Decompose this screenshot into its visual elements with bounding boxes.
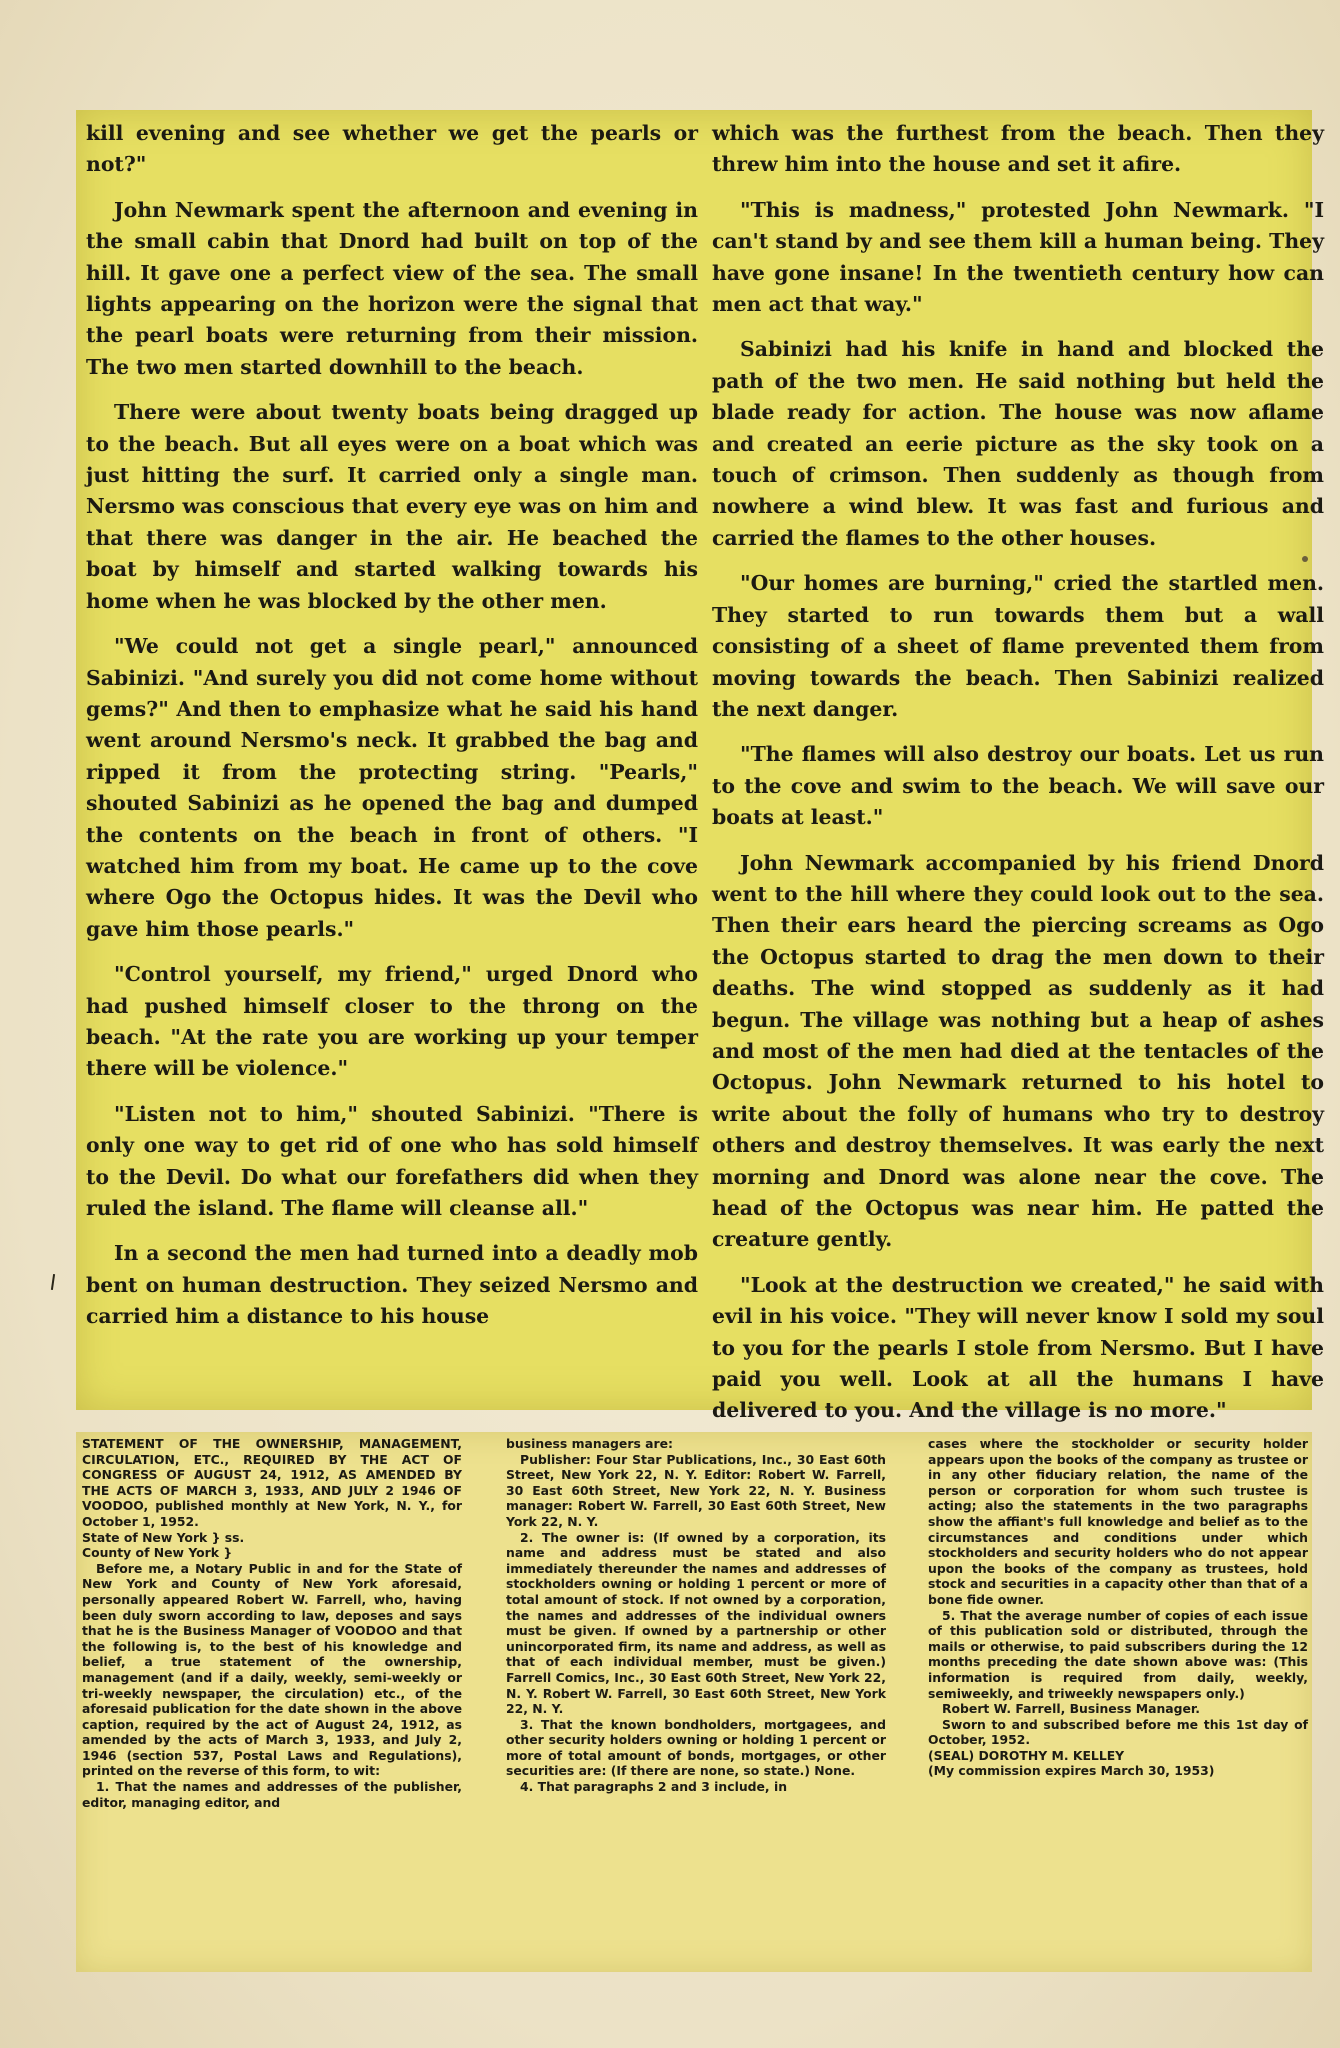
statement-column-1 — [82, 1436, 462, 1810]
statement-paragraph: 5. That the average number of copies of each issue of this publication sold or distributed, through the mails or otherwise, to paid subscribers during the 12 months preceding the date shown above was: (This information is required from daily, weekly, semiweekly, and triweekly newspapers only.) — [928, 1607, 1308, 1701]
statement-paragraph: Before me, a Notary Public in and for the State of New York and County of New York aforesaid, personally appeared Robert W. Farrell, who, having been duly sworn according to law, deposes and says that he is the Business Manager of VOODOO and that the following is, to the best of his knowledge and belief, a true statement of the ownership, management (and if a daily, weekly, semi-weekly or tri-weekly newspaper, the circulation) etc., of the aforesaid publication for the date shown in the above caption, required by the act of August 24, 1912, as amended by the acts of March 3, 1933, and July 2, 1946 (section 537, Postal Laws and Regulations), printed on the reverse of this form, to wit: — [82, 1560, 462, 1779]
statement-paragraph: 1. That the names and addresses of the publisher, editor, managing editor, and — [82, 1779, 462, 1810]
story-paragraph: In a second the men had turned into a deadly mob bent on human destruction. They seized Nersmo and carried him a distance to his house — [86, 1241, 698, 1329]
statement-paragraph: 3. That the known bondholders, mortgagees, and other security holders owning or holding 1 percent or more of total amount of bonds, mortgages, or other securities are: (If there are none, so state.) None. — [506, 1716, 886, 1779]
statement-paragraph: Publisher: Four Star Publications, Inc., 30 East 60th Street, New York 22, N. Y. Editor: Robert W. Farrell, 30 East 60th Street, New York 22, N. Y. Business manager: Robert W. Farrell, 30 East 60th Street, New York 22, N. Y. — [506, 1451, 886, 1529]
statement-paragraph: 4. That paragraphs 2 and 3 include, in — [520, 1779, 788, 1795]
statement-column-3 — [928, 1436, 1308, 1779]
ownership-statement-panel — [76, 1432, 1312, 1972]
story-paragraph: "Control yourself, my friend," urged Dnord who had pushed himself closer to the throng on the beach. "At the rate you are working up your temper there will be violence." — [86, 962, 698, 1081]
story-text-panel — [76, 110, 1324, 1423]
story-paragraph: "We could not get a single pearl," announced Sabinizi. "And surely you did not come home without gems?" And then to emphasize what he said his hand went around Nersmo's neck. It grabbed the bag and ripped it from the protecting string. "Pearls," shouted Sabinizi as he opened the bag and dumped the contents on the beach in front of others. "I watched him from my boat. He came up to the cove where Ogo the Octopus hides. It was the Devil who gave him those pearls." — [86, 634, 698, 941]
statement-line: business managers are: — [506, 1436, 673, 1451]
story-paragraph: Sabinizi had his knife in hand and blocked the path of the two men. He said nothing but held the blade ready for action. The house was now aflame and created an eerie picture as the sky took on a touch of crimson. Then suddenly as though from nowhere a wind blew. It was fast and furious and carried the flames to the other houses. — [712, 337, 1324, 550]
statement-line: State of New York } ss. — [82, 1529, 245, 1545]
statement-paragraph: 2. The owner is: (If owned by a corporation, its name and address must be stated and also immediately thereunder the names and addresses of stockholders owning or holding 1 percent or more of total amount of stock. If not owned by a corporation, the names and addresses of the individual owners must be given. If owned by a partnership or other unincorporated firm, its name and address, as well as that of each individual member, must be given.) Farrell Comics, Inc., 30 East 60th Street, New York 22, N. Y. Robert W. Farrell, 30 East 60th Street, New York 22, N. Y. — [506, 1529, 886, 1717]
story-paragraph: "Our homes are burning," cried the startled men. They started to run towards them but a wall consisting of a sheet of flame prevented them from moving towards the beach. Then Sabinizi realized the next danger. — [712, 571, 1324, 721]
statement-paragraph: cases where the stockholder or security holder appears upon the books of the company as trustee or in any other fiduciary relation, the name of the person or corporation for whom such trustee is acting; also the statements in the two paragraphs show the affiant's full knowledge and belief as to the circumstances and conditions under which stockholders and security holders who do not appear upon the books of the company as trustees, hold stock and securities in a capacity other than that of a bone fide owner. — [928, 1436, 1308, 1607]
story-paragraph: "Listen not to him," shouted Sabinizi. "There is only one way to get rid of one who has sold himself to the Devil. Do what our forefathers did when they ruled the island. The flame will cleanse all." — [86, 1101, 698, 1220]
story-paragraph: John Newmark accompanied by his friend Dnord went to the hill where they could look out to the sea. Then their ears heard the piercing screams as Ogo the Octopus started to drag the men down to their deaths. The wind stopped as suddenly as it had begun. The village was nothing but a heap of ashes and most of the men had died at the tentacles of the Octopus. John Newmark returned to his hotel to write about the folly of humans who try to destroy others and destroy themselves. It was early the next morning and Dnord was alone near the cove. The head of the Octopus was near him. He patted the creature gently. — [712, 850, 1324, 1252]
story-paragraph: "The flames will also destroy our boats. Let us run to the cove and swim to the beach. We will save our boats at least." — [712, 742, 1324, 830]
story-paragraph: "This is madness," protested John Newmark. "I can't stand by and see them kill a human being. They have gone insane! In the twentieth century how can men act that way." — [712, 197, 1324, 317]
story-column-right — [712, 118, 1324, 1441]
story-paragraph: kill evening and see whether we get the pearls or not?" — [86, 121, 698, 177]
statement-line: County of New York } — [82, 1545, 233, 1561]
statement-signature: Robert W. Farrell, Business Manager. — [942, 1701, 1200, 1717]
statement-sworn: Sworn to and subscribed before me this 1st day of October, 1952. — [928, 1716, 1308, 1748]
story-paragraph: There were about twenty boats being dragged up to the beach. But all eyes were on a boat which was just hitting the surf. It carried only a single man. Nersmo was conscious that every eye was on him and that there was danger in the air. He beached the boat by himself and started walking towards his home when he was blocked by the other men. — [86, 400, 698, 613]
story-paragraph: "Look at the destruction we created," he said with evil in his voice. "They will never know I sold my soul to you for the pearls I stole from Nersmo. But I have paid you well. Look at all the humans I have delivered to you. And the village is no more." — [712, 1272, 1324, 1423]
story-paragraph: John Newmark spent the afternoon and evening in the small cabin that Dnord had built on top of the hill. It gave one a perfect view of the sea. The small lights appearing on the horizon were the signal that the pearl boats were returning from their mission. The two men started downhill to the beach. — [86, 197, 698, 379]
statement-heading: STATEMENT OF THE OWNERSHIP, MANAGEMENT, CIRCULATION, ETC., REQUIRED BY THE ACT OF CONGRESS OF AUGUST 24, 1912, AS AMENDED BY THE ACTS OF MARCH 3, 1933, AND JULY 2 1946 OF VOODOO, published monthly at New York, N. Y., for October 1, 1952. — [82, 1436, 462, 1529]
story-paragraph: which was the furthest from the beach. Then they threw him into the house and set it afire. — [712, 121, 1324, 177]
print-speck — [1302, 556, 1308, 562]
statement-notary: (SEAL) DOROTHY M. KELLEY — [928, 1747, 1125, 1763]
statement-commission: (My commission expires March 30, 1953) — [928, 1763, 1215, 1779]
print-speck — [51, 1274, 55, 1290]
story-column-left — [86, 118, 698, 1347]
statement-column-2 — [506, 1436, 886, 1795]
